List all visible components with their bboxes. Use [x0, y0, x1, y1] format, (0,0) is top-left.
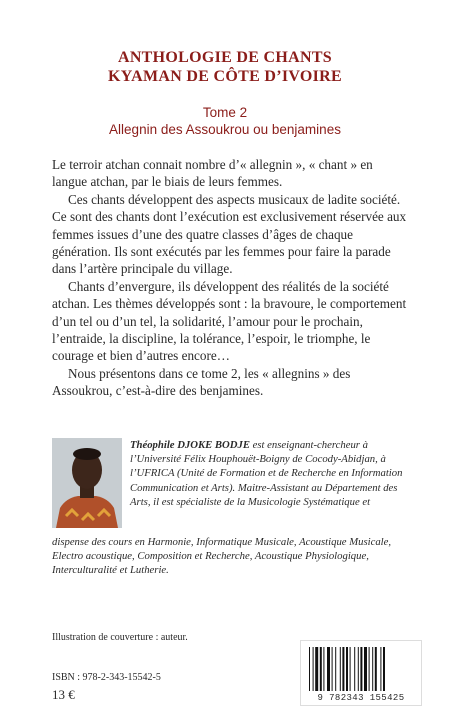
- book-title: [0, 48, 450, 86]
- tome-subtitle: Allegnin des Assoukrou ou benjamines: [109, 122, 341, 137]
- barcode-number: 9 782343 155425: [317, 693, 405, 703]
- author-name: Théophile DJOKE BODJE: [130, 439, 250, 451]
- title-line-2: KYAMAN DE CÔTE D’IVOIRE: [107, 68, 342, 85]
- author-bio: [130, 438, 415, 509]
- barcode: [300, 640, 422, 706]
- author-bio-continued: [52, 524, 415, 588]
- summary-paragraph-3: Chants d’envergure, ils développent des réalités de la société atchan. Les thèmes développés sont : la bravoure, le comportement d’un tel ou d’un tel, la solidarité, l’amour pour le prochain, l’entraide, la discipline, la tolérance, l’espoir, le triomphe, le courage et bien d’autres encore…: [52, 278, 407, 364]
- summary-paragraph-2: Ces chants développent des aspects musicaux de ladite société. Ce sont des chants dont l’exécution est exclusivement réservée aux femmes issues d’une des quatre classes d’âges de chaque génération. Ils sont exécutés par les femmes pour faire la parade dans l’artère principale du village.: [52, 191, 407, 277]
- author-photo: [52, 438, 122, 528]
- summary-text: [52, 156, 408, 400]
- author-bio-part-1: est enseignant-chercheur à l’Université Félix Houphouët-Boigny de Cocody-Abidjan, à l’UFRICA (Unité de Formation et de Recherche en Information Communication et Arts). Maitre-Assistant au Département des Arts, il est spécialiste de la Musicologie Systématique et: [130, 439, 403, 508]
- title-line-1: ANTHOLOGIE DE CHANTS: [117, 49, 333, 66]
- summary-paragraph-4: Nous présentons dans ce tome 2, les « allegnins » des Assoukrou, c’est-à-dire des benjamines.: [52, 365, 351, 399]
- isbn: ISBN : 978-2-343-15542-5: [52, 672, 161, 683]
- tome-heading: [0, 104, 450, 138]
- summary-paragraph-1: Le terroir atchan connait nombre d’« allegnin », « chant » en langue atchan, par le biais de leurs femmes.: [52, 157, 373, 190]
- tome-number: Tome 2: [202, 105, 248, 120]
- barcode-bars: [307, 647, 415, 691]
- author-portrait-icon: [52, 438, 122, 528]
- price: 13 €: [52, 687, 75, 702]
- author-bio-part-2: dispense des cours en Harmonie, Informatique Musicale, Acoustique Musicale, Electro acoustique, Composition et Recherche, Acoustique Physiologique, Interculturalité et Lutherie.: [52, 535, 392, 577]
- illustration-credit: Illustration de couverture : auteur.: [52, 632, 188, 643]
